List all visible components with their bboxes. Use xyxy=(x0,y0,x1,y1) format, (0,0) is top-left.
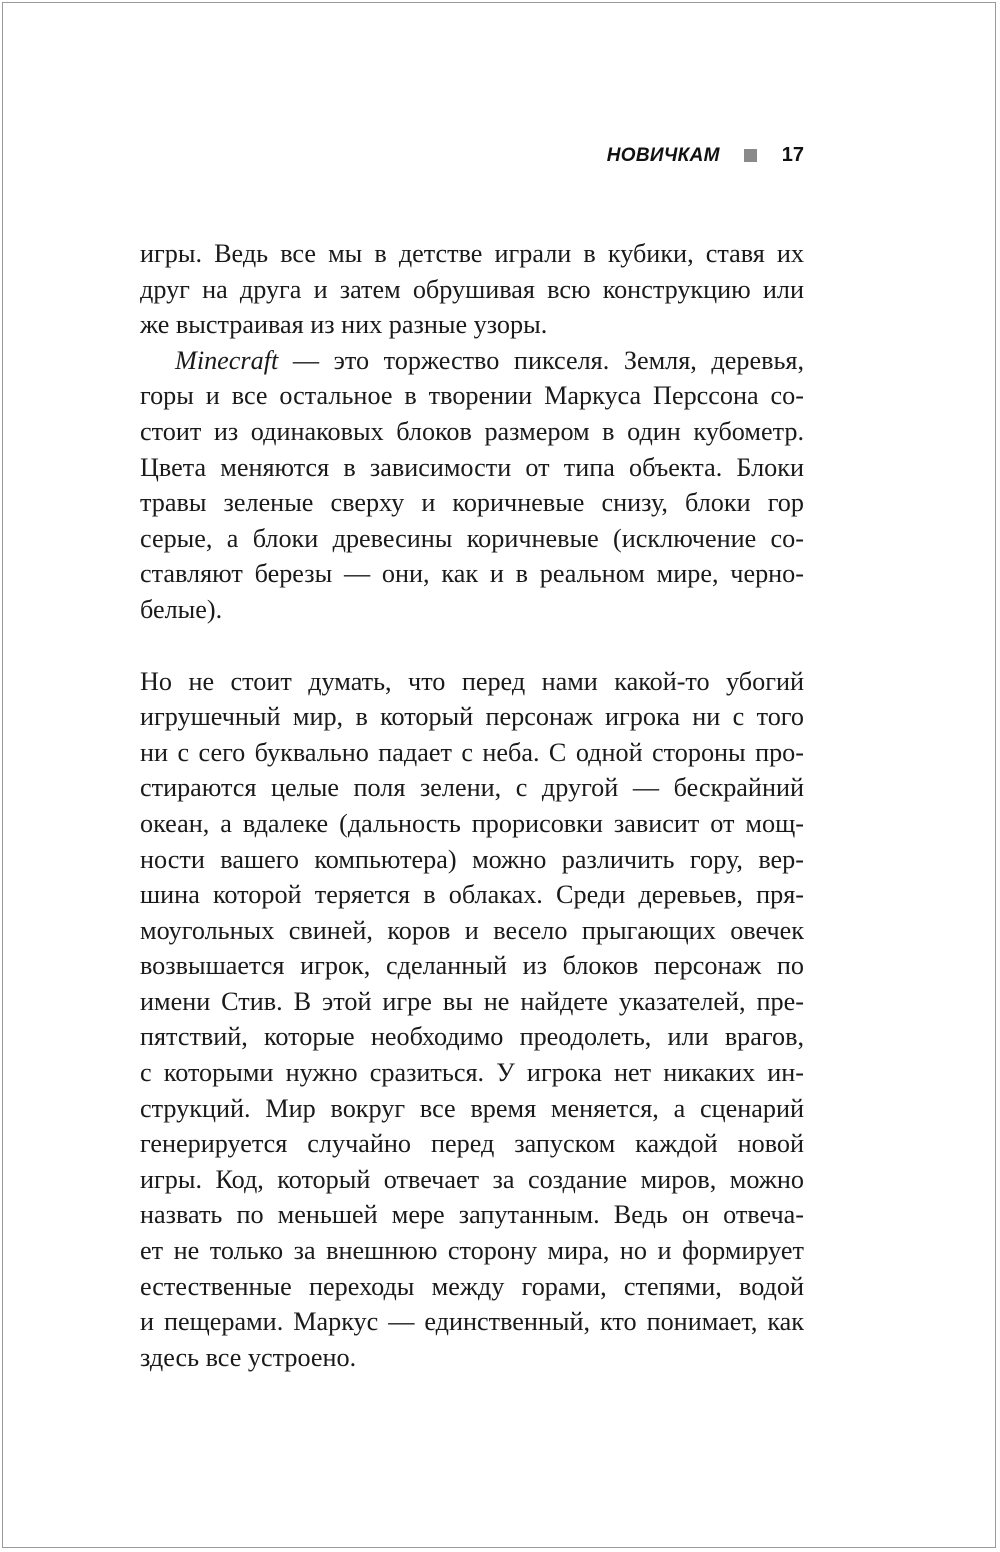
paragraph-spacer xyxy=(140,628,804,664)
square-separator-icon xyxy=(744,149,757,162)
text-line: травы зеленые сверху и коричневые снизу, блоки гор xyxy=(140,488,804,518)
text-line xyxy=(140,343,804,379)
text-line: естественные переходы между горами, степями, водой xyxy=(140,1271,804,1301)
text-line: здесь все устроено. xyxy=(140,1342,357,1372)
text-line: моугольных свиней, коров и весело прыгающих овечек xyxy=(140,915,804,945)
text-line: игры. Ведь все мы в детстве играли в кубики, ставя их xyxy=(140,239,804,268)
text-line: назвать по меньшей мере запутанным. Ведь он отвеча- xyxy=(140,1200,804,1230)
text-line: же выстраивая из них разные узоры. xyxy=(140,310,548,340)
body-text xyxy=(140,236,804,1375)
text-line: генерируется случайно перед запуском каждой новой xyxy=(140,1129,804,1159)
text-line: друг на друга и затем обрушивая всю конструкцию или xyxy=(140,274,804,304)
text-line: серые, а блоки древесины коричневые (исключение со- xyxy=(140,523,804,553)
section-title: НОВИЧКАМ xyxy=(606,144,720,166)
text-line: океан, а вдалеке (дальность прорисовки зависит от мощ- xyxy=(140,808,804,838)
text-line: ставляют березы — они, как и в реальном мире, черно- xyxy=(140,559,804,589)
text-line: Цвета меняются в зависимости от типа объекта. Блоки xyxy=(140,452,804,482)
text-line: струкций. Мир вокруг все время меняется, а сценарий xyxy=(140,1093,804,1123)
text-line: ет не только за внешнюю сторону мира, но и формирует xyxy=(140,1236,804,1266)
text-line: стираются целые поля зелени, с другой — бескрайний xyxy=(140,773,804,803)
paragraph-3 xyxy=(140,664,804,1376)
text-line: Но не стоит думать, что перед нами какой-то убогий xyxy=(140,666,804,696)
running-header xyxy=(607,144,804,167)
italic-title: Minecraft xyxy=(175,345,279,375)
text-line: с которыми нужно сразиться. У игрока нет никаких ин- xyxy=(140,1058,804,1088)
text-line: ности вашего компьютера) можно различить гору, вер- xyxy=(140,844,804,874)
text-line: ни с сего буквально падает с неба. С одной стороны про- xyxy=(140,737,804,767)
text-line: пятствий, которые необходимо преодолеть, или врагов, xyxy=(140,1022,804,1052)
text-line: шина которой теряется в облаках. Среди деревьев, пря- xyxy=(140,880,804,910)
text-line: и пещерами. Маркус — единственный, кто понимает, как xyxy=(140,1307,804,1337)
text-line: имени Стив. В этой игре вы не найдете указателей, пре- xyxy=(140,986,804,1016)
text-line-rest: — это торжество пикселя. Земля, деревья, xyxy=(278,345,804,375)
text-line: возвышается игрок, сделанный из блоков персонаж по xyxy=(140,951,804,981)
text-line: игрушечный мир, в который персонаж игрока ни с того xyxy=(140,702,804,732)
text-line: стоит из одинаковых блоков размером в один кубометр. xyxy=(140,416,804,446)
page-number: 17 xyxy=(781,144,804,166)
text-line: игры. Код, который отвечает за создание миров, можно xyxy=(140,1164,804,1194)
paragraph-1 xyxy=(140,236,804,343)
text-line: горы и все остальное в творении Маркуса Перссона со- xyxy=(140,381,804,411)
paragraph-2 xyxy=(140,343,804,628)
text-line: белые). xyxy=(140,594,223,624)
